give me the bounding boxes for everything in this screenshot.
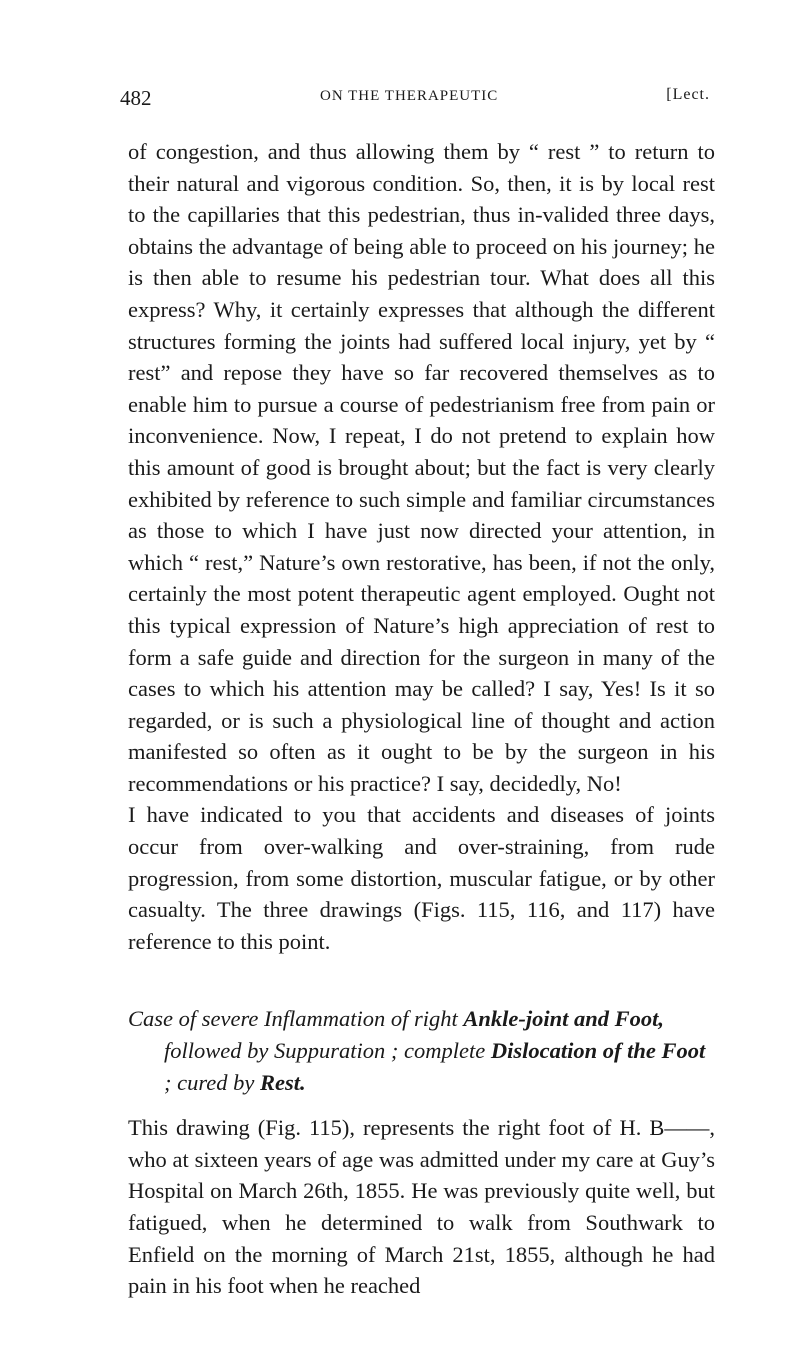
- case-heading: [128, 1003, 715, 1098]
- case-heading-part: Case of severe Inflammation of right: [128, 1006, 464, 1032]
- running-header: [120, 80, 710, 110]
- paragraph-2: I have indicated to you that accidents and diseases of joints occur from over-walking and over-straining, from rude progression, from some distortion, muscular fatigue, or by other casualty. The three drawings (Figs. 115, 116, and 117) have reference to this point.: [128, 802, 715, 954]
- paragraph-1: of congestion, and thus allowing them by “ rest ” to return to their natural and vigorous condition. So, then, it is by local rest to the capillaries that this pedestrian, thus in-valided three days, obtains the advantage of being able to proceed on his journey; he is then able to resume his pedestrian tour. What does all this express? Why, it certainly expresses that although the different structures forming the joints had suffered local injury, yet by “ rest” and repose they have so far recovered themselves as to enable him to pursue a course of pedestrianism free from pain or inconvenience. Now, I repeat, I do not pretend to explain how this amount of good is brought about; but the fact is very clearly exhibited by reference to such simple and familiar circumstances as those to which I have just now directed your attention, in which “ rest,” Nature’s own restorative, has been, if not the only, certainly the most potent therapeutic agent employed. Ought not this typical expression of Nature’s high appreciation of rest to form a safe guide and direction for the surgeon in many of the cases to which his attention may be called? I say, Yes! Is it so regarded, or is such a physiological line of thought and action manifested so often as it ought to be by the surgeon in his recommendations or his practice? I say, decidedly, No!: [128, 139, 715, 796]
- paragraph-3: This drawing (Fig. 115), represents the right foot of H. B——, who at sixteen years of age was admitted under my care at Guy’s Hospital on March 26th, 1855. He was previously quite well, but fatigued, when he determined to walk from Southwark to Enfield on the morning of March 21st, 1855, although he had pain in his foot when he reached: [128, 1115, 715, 1299]
- case-heading-bold: Ankle-joint and Foot,: [463, 1006, 665, 1032]
- case-heading-bold: Rest.: [260, 1069, 306, 1095]
- running-title: ON THE THERAPEUTIC: [320, 88, 499, 104]
- case-heading-bold: Dislocation of the Foot: [490, 1038, 706, 1064]
- body-text: [128, 136, 715, 1302]
- page-number: 482: [120, 86, 152, 110]
- case-heading-part: followed by Suppuration ; complete: [164, 1038, 491, 1064]
- lecture-marker: [Lect.: [666, 86, 710, 103]
- case-heading-part: ; cured by: [164, 1069, 260, 1095]
